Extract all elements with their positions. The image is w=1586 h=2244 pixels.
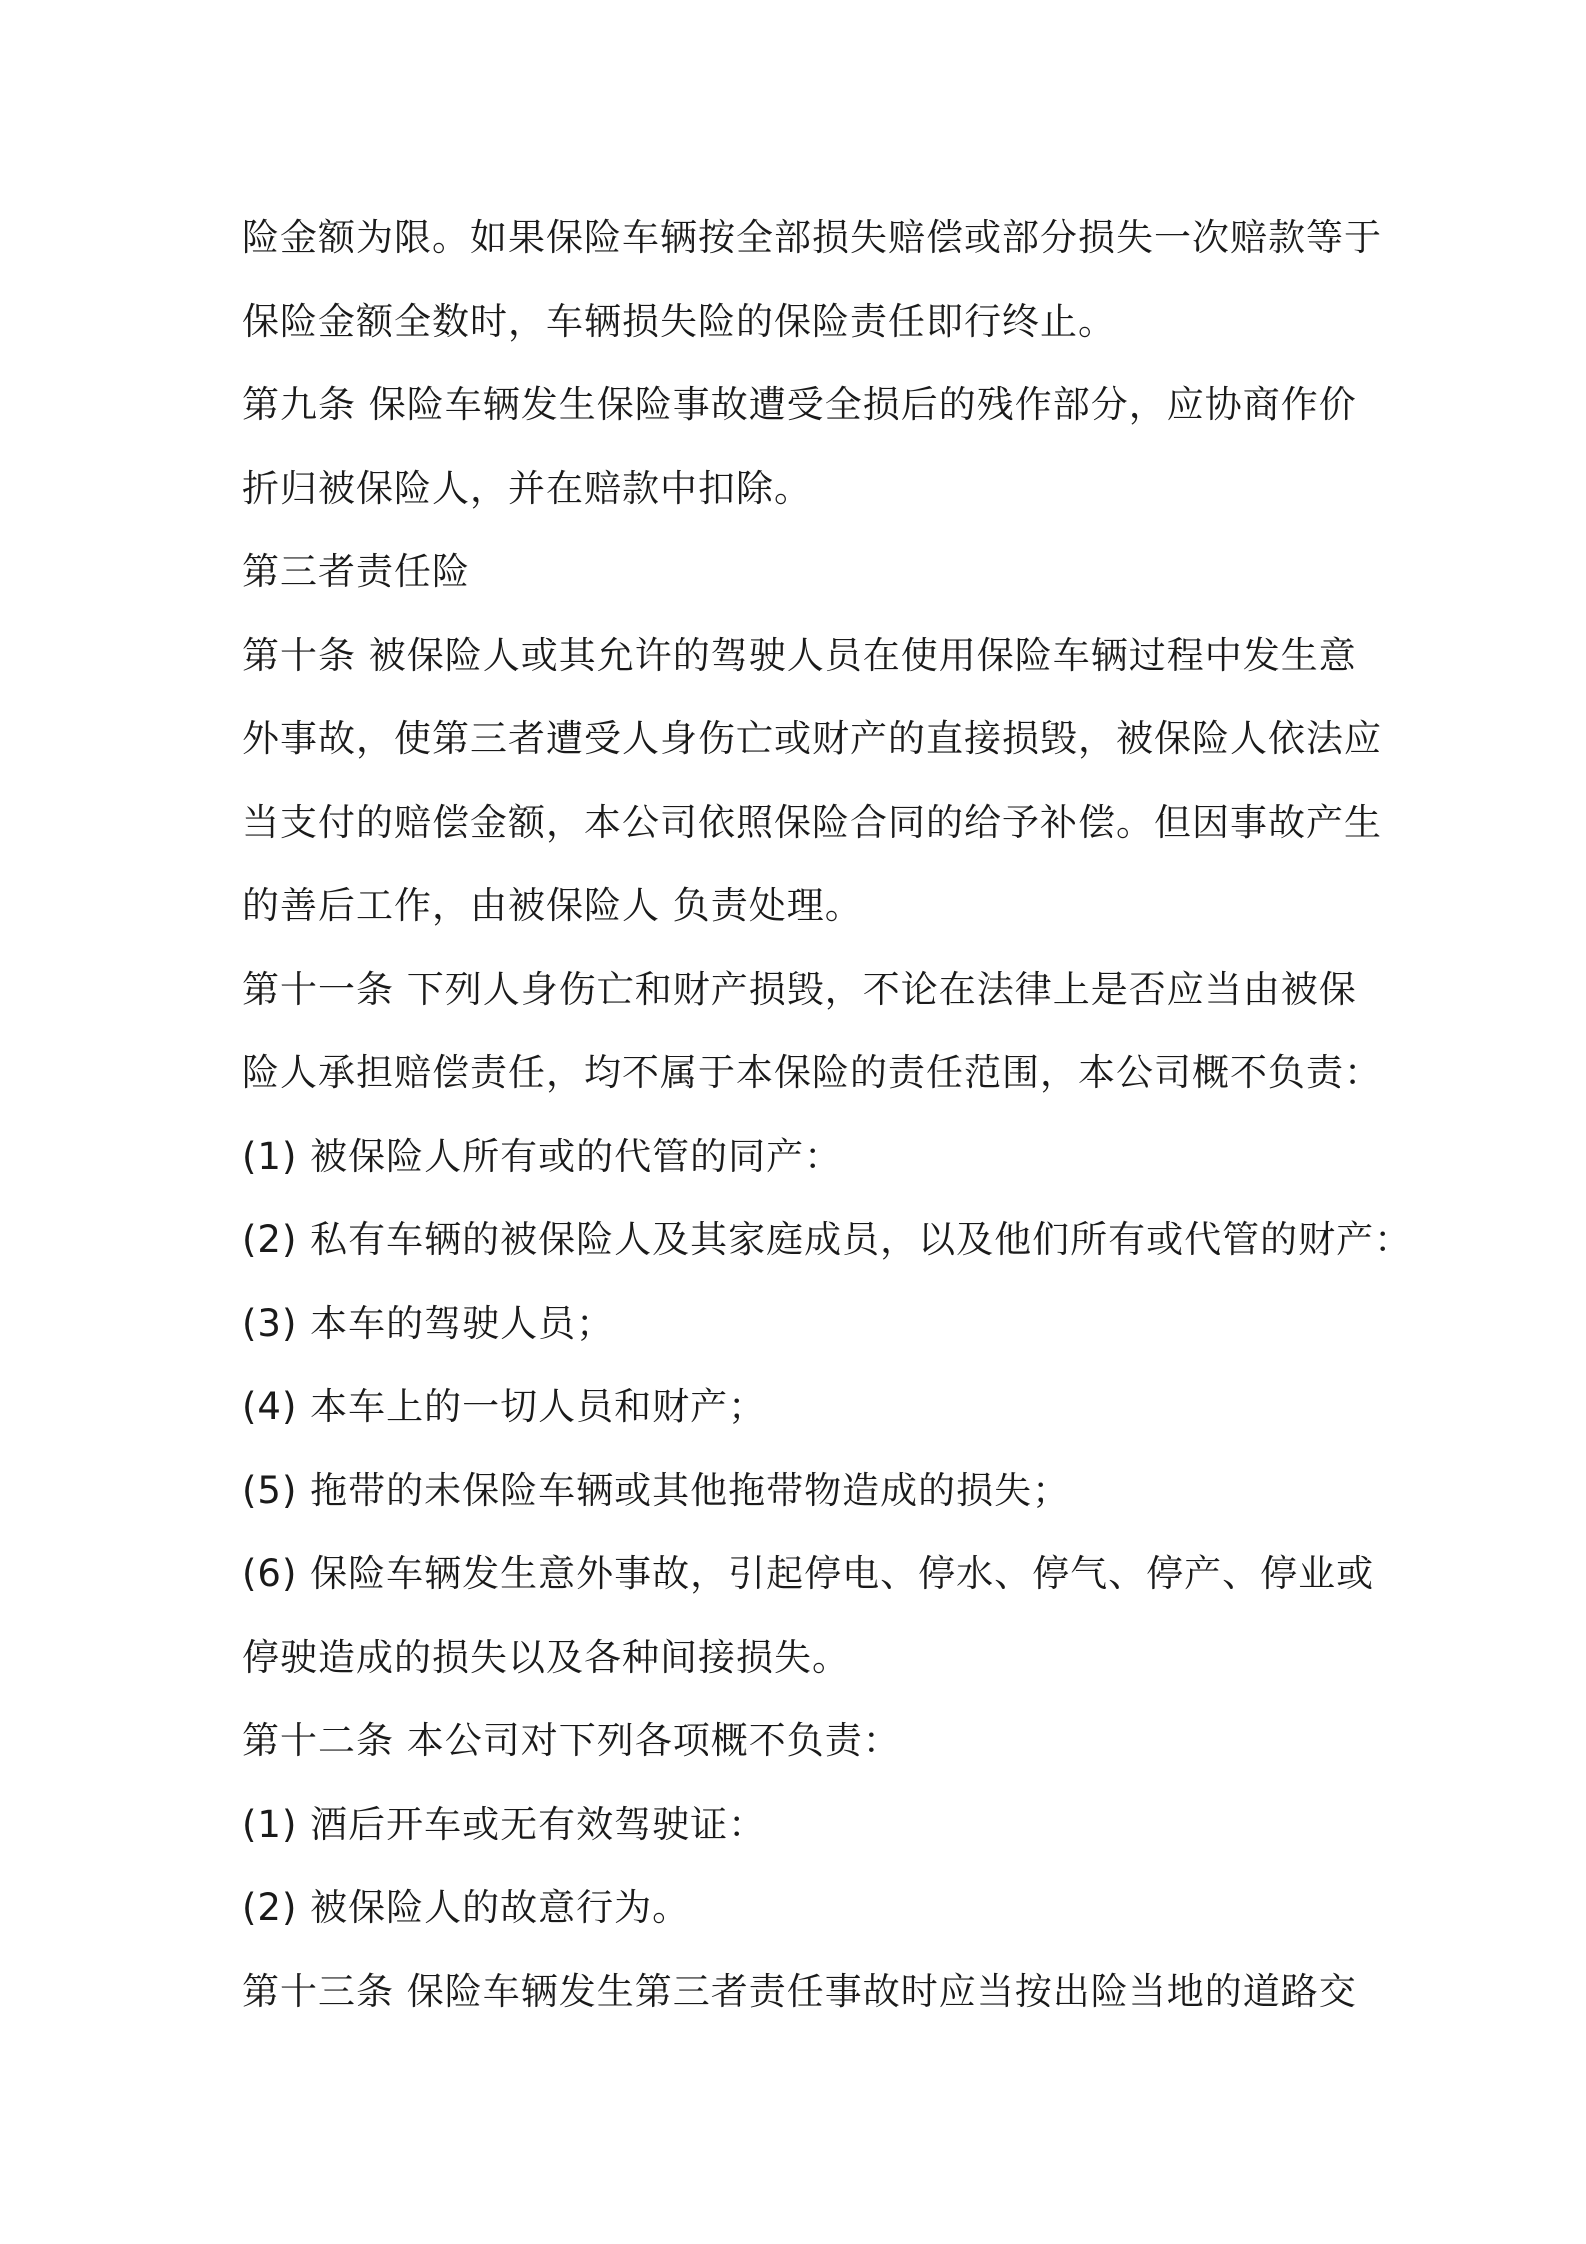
text-line: 第十二条 本公司对下列各项概不负责： [242, 1719, 901, 1762]
list-item: (1) 酒后开车或无有效驾驶证： [242, 1802, 767, 1846]
text-line: 保险金额全数时，车辆损失险的保险责任即行终止。 [242, 299, 1116, 343]
text-line: 当支付的赔偿金额，本公司依照保险合同的给予补偿。但因事故产生 [242, 800, 1382, 844]
list-item: (5) 拖带的未保险车辆或其他拖带物造成的损失； [242, 1468, 1071, 1512]
list-item: (6) 保险车辆发生意外事故，引起停电、停水、停气、停产、停业或 [242, 1552, 1375, 1595]
text-line: 折归被保险人，并在赔款中扣除。 [242, 466, 812, 510]
text-line: 第九条 保险车辆发生保险事故遭受全损后的残作部分，应协商作价 [242, 383, 1357, 426]
list-item: (2) 私有车辆的被保险人及其家庭成员，以及他们所有或代管的财产： [242, 1218, 1413, 1261]
text-line: 险金额为限。如果保险车辆按全部损失赔偿或部分损失一次赔款等于 [242, 216, 1382, 259]
text-line: 停驶造成的损失以及各种间接损失。 [242, 1635, 850, 1679]
text-line: 第十一条 下列人身伤亡和财产损毁，不论在法律上是否应当由被保 [242, 967, 1357, 1011]
text-line: 第十条 被保险人或其允许的驾驶人员在使用保险车辆过程中发生意 [242, 633, 1357, 677]
text-line: 外事故，使第三者遭受人身伤亡或财产的直接损毁，被保险人依法应 [242, 717, 1382, 760]
text-line: 第十三条 保险车辆发生第三者责任事故时应当按出险当地的道路交 [242, 1969, 1357, 2013]
list-item: (3) 本车的驾驶人员； [242, 1301, 615, 1345]
text-line: 的善后工作，由被保险人 负责处理。 [242, 884, 863, 927]
list-item: (2) 被保险人的故意行为。 [242, 1886, 691, 1929]
list-item: (4) 本车上的一切人员和财产； [242, 1385, 767, 1428]
section-heading: 第三者责任险 [242, 550, 470, 593]
text-line: 险人承担赔偿责任，均不属于本保险的责任范围，本公司概不负责： [242, 1051, 1382, 1094]
document-body [242, 196, 1413, 2033]
list-item: (1) 被保险人所有或的代管的同产： [242, 1134, 843, 1178]
